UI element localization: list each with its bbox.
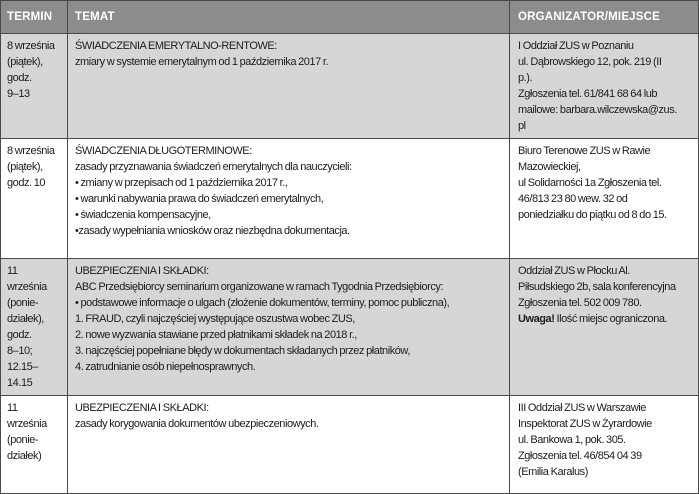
temat-line: zasady korygowania dokumentów ubezpieczeniowych. <box>75 418 319 430</box>
organizator-line: p.). <box>518 72 533 84</box>
organizator-line: Biuro Terenowe ZUS w Rawie <box>518 145 651 157</box>
note-label: Uwaga! <box>518 313 555 325</box>
organizator-line: (Emilia Karalus) <box>518 466 588 478</box>
organizator-line: Zgłoszenia tel. 46/854 04 39 <box>518 450 642 462</box>
organizator-line: III Oddział ZUS w Warszawie <box>518 402 646 414</box>
termin-cell <box>1 139 68 258</box>
termin-line: działek), <box>7 313 44 325</box>
termin-cell <box>1 396 68 493</box>
organizator-cell <box>510 396 698 493</box>
temat-title: ŚWIADCZENIA EMERYTALNO-RENTOWE: <box>75 40 277 52</box>
temat-bullet: • podstawowe informacje o ulgach (złożenie dokumentów, terminy, pomoc publiczna), <box>75 297 450 309</box>
table-row <box>1 396 698 493</box>
table-row <box>1 259 698 396</box>
organizator-note <box>518 311 694 327</box>
termin-line: września <box>7 281 47 293</box>
termin-line: (piątek), <box>7 56 43 68</box>
termin-line: godz. 10 <box>7 177 46 189</box>
termin-line: 8 września <box>7 145 55 157</box>
organizator-line: Inspektorat ZUS w Żyrardowie <box>518 418 652 430</box>
termin-line: (piątek), <box>7 161 43 173</box>
termin-line: (ponie- <box>7 434 39 446</box>
organizator-line: Mazowieckiej, <box>518 161 581 173</box>
termin-cell <box>1 259 68 395</box>
temat-numbered-item: 2. nowe wyzwania stawiane przed płatnikami składek na 2018 r., <box>75 329 357 341</box>
temat-cell <box>68 139 510 258</box>
termin-cell <box>1 34 68 138</box>
termin-line: działek) <box>7 450 42 462</box>
temat-line: ABC Przedsiębiorcy seminarium organizowane w ramach Tygodnia Przedsiębiorcy: <box>75 281 444 293</box>
termin-line: 8 września <box>7 40 55 52</box>
termin-line: 8–10; <box>7 345 33 357</box>
temat-line: zmiary w systemie emerytalnym od 1 października 2017 r. <box>75 56 329 68</box>
header-organizator: ORGANIZATOR/MIEJSCE <box>518 11 661 23</box>
organizator-line: 46/813 23 80 wew. 32 od <box>518 193 628 205</box>
temat-numbered-item: 3. najczęściej popełniane błędy w dokumentach składanych przez płatników, <box>75 345 410 357</box>
organizator-line: I Oddział ZUS w Poznaniu <box>518 40 634 52</box>
termin-line: 11 <box>7 265 18 277</box>
organizator-line: Piłsudskiego 2b, sala konferencyjna <box>518 281 676 293</box>
termin-line: 9–13 <box>7 88 30 100</box>
organizator-line: ul. Bankowa 1, pok. 305. <box>518 434 626 446</box>
termin-line: 11 <box>7 402 18 414</box>
temat-cell <box>68 34 510 138</box>
temat-bullet: • warunki nabywania prawa do świadczeń emerytalnych, <box>75 193 324 205</box>
temat-cell <box>68 396 510 493</box>
organizator-line: pl <box>518 120 526 132</box>
termin-line: (ponie- <box>7 297 39 309</box>
organizator-line: Zgłoszenia tel. 61/841 68 64 lub <box>518 88 658 100</box>
temat-numbered-item: 1. FRAUD, czyli najczęściej występujące oszustwa wobec ZUS, <box>75 313 355 325</box>
organizator-line: Zgłoszenia tel. 502 009 780. <box>518 297 642 309</box>
organizator-email: mailowe: barbara.wilczewska@zus. <box>518 104 677 116</box>
temat-bullet: • świadczenia kompensacyjne, <box>75 209 211 221</box>
table-row <box>1 34 698 139</box>
termin-line: 12.15– <box>7 361 38 373</box>
termin-line: godz. <box>7 329 32 341</box>
temat-bullet: • zmiany w przepisach od 1 października 2017 r., <box>75 177 288 189</box>
organizator-cell <box>510 139 698 258</box>
header-temat: TEMAT <box>68 1 510 33</box>
table-header <box>1 1 698 34</box>
temat-title: UBEZPIECZENIA I SKŁADKI: <box>75 402 209 414</box>
organizator-cell <box>510 259 698 395</box>
organizator-line: ul. Dąbrowskiego 12, pok. 219 (II <box>518 56 662 68</box>
termin-line: godz. <box>7 72 32 84</box>
header-termin: TERMIN <box>1 1 68 33</box>
termin-line: 14.15 <box>7 377 33 389</box>
organizator-line: poniedziałku do piątku od 8 do 15. <box>518 209 667 221</box>
table-row <box>1 139 698 259</box>
temat-title: ŚWIADCZENIA DŁUGOTERMINOWE: <box>75 145 252 157</box>
temat-numbered-item: 4. zatrudnianie osób niepełnosprawnych. <box>75 361 256 373</box>
organizator-line: ul Solidarności 1a Zgłoszenia tel. <box>518 177 662 189</box>
organizator-line: Oddział ZUS w Płocku Al. <box>518 265 630 277</box>
temat-cell <box>68 259 510 395</box>
termin-line: września <box>7 418 47 430</box>
temat-bullet: •zasady wypełniania wniosków oraz niezbędna dokumentacja. <box>75 225 350 237</box>
organizator-cell <box>510 34 698 138</box>
temat-title: UBEZPIECZENIA I SKŁADKI: <box>75 265 209 277</box>
temat-line: zasady przyznawania świadczeń emerytalnych dla nauczycieli: <box>75 161 352 173</box>
note-text: Ilość miejsc ograniczona. <box>554 313 668 325</box>
